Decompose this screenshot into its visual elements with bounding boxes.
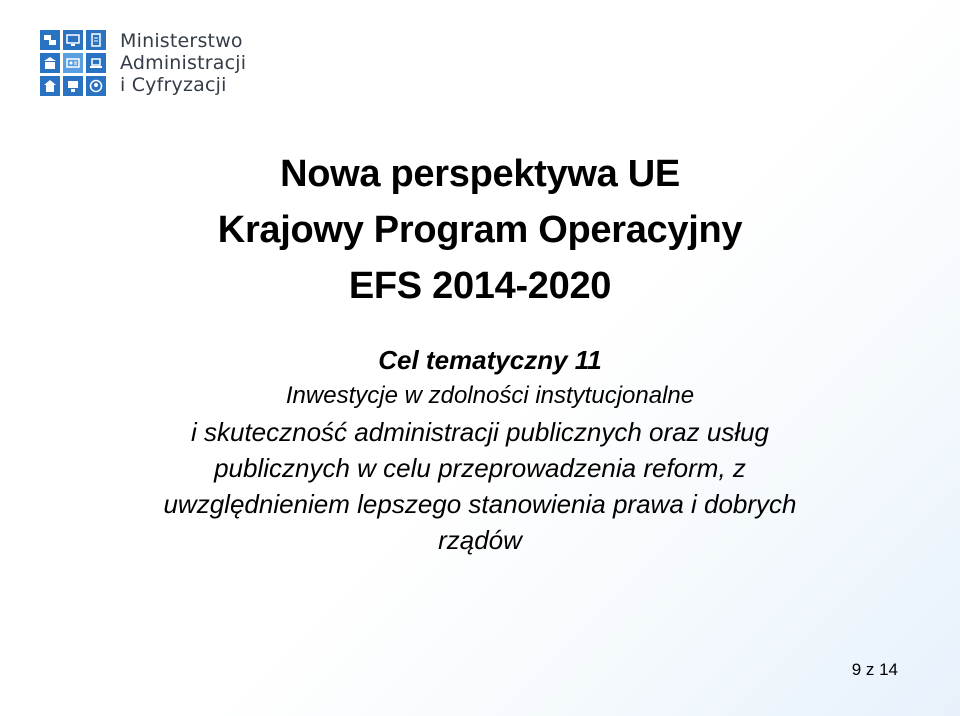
page-number: 9 z 14 bbox=[851, 660, 898, 679]
objective-heading: Cel tematyczny 11 bbox=[378, 345, 602, 375]
logo-line-2: Administracji bbox=[120, 52, 247, 74]
computer-icon bbox=[63, 76, 83, 96]
globe-user-icon bbox=[86, 76, 106, 96]
thematic-objective bbox=[0, 344, 960, 558]
school-icon bbox=[40, 53, 60, 73]
identity-card-icon bbox=[63, 53, 83, 73]
objective-line-4: uwzględnieniem lepszego stanowienia prawa i dobrych bbox=[163, 489, 797, 519]
house-icon bbox=[40, 76, 60, 96]
logo-line-1: Ministerstwo bbox=[120, 30, 243, 52]
title-line-2: Krajowy Program Operacyjny bbox=[217, 209, 743, 251]
document-icon bbox=[86, 30, 106, 50]
ministry-logo bbox=[40, 30, 246, 96]
logo-mark bbox=[40, 30, 106, 96]
title-line-1: Nowa perspektywa UE bbox=[280, 153, 680, 195]
title-line-3: EFS 2014-2020 bbox=[348, 265, 612, 307]
screen-icon bbox=[63, 30, 83, 50]
dialogue-icon bbox=[40, 30, 60, 50]
objective-line-3: publicznych w celu przeprowadzenia reform, z bbox=[214, 453, 746, 483]
laptop-icon bbox=[86, 53, 106, 73]
objective-line-2: i skuteczność administracji publicznych oraz usług bbox=[190, 417, 770, 447]
slide-title bbox=[0, 146, 960, 314]
logo-line-3: i Cyfryzacji bbox=[120, 74, 227, 96]
logo-wordmark bbox=[120, 30, 246, 96]
objective-line-5: rządów bbox=[438, 525, 522, 555]
objective-description bbox=[0, 378, 960, 558]
objective-line-1: Inwestycje w zdolności instytucjonalne bbox=[285, 382, 695, 409]
